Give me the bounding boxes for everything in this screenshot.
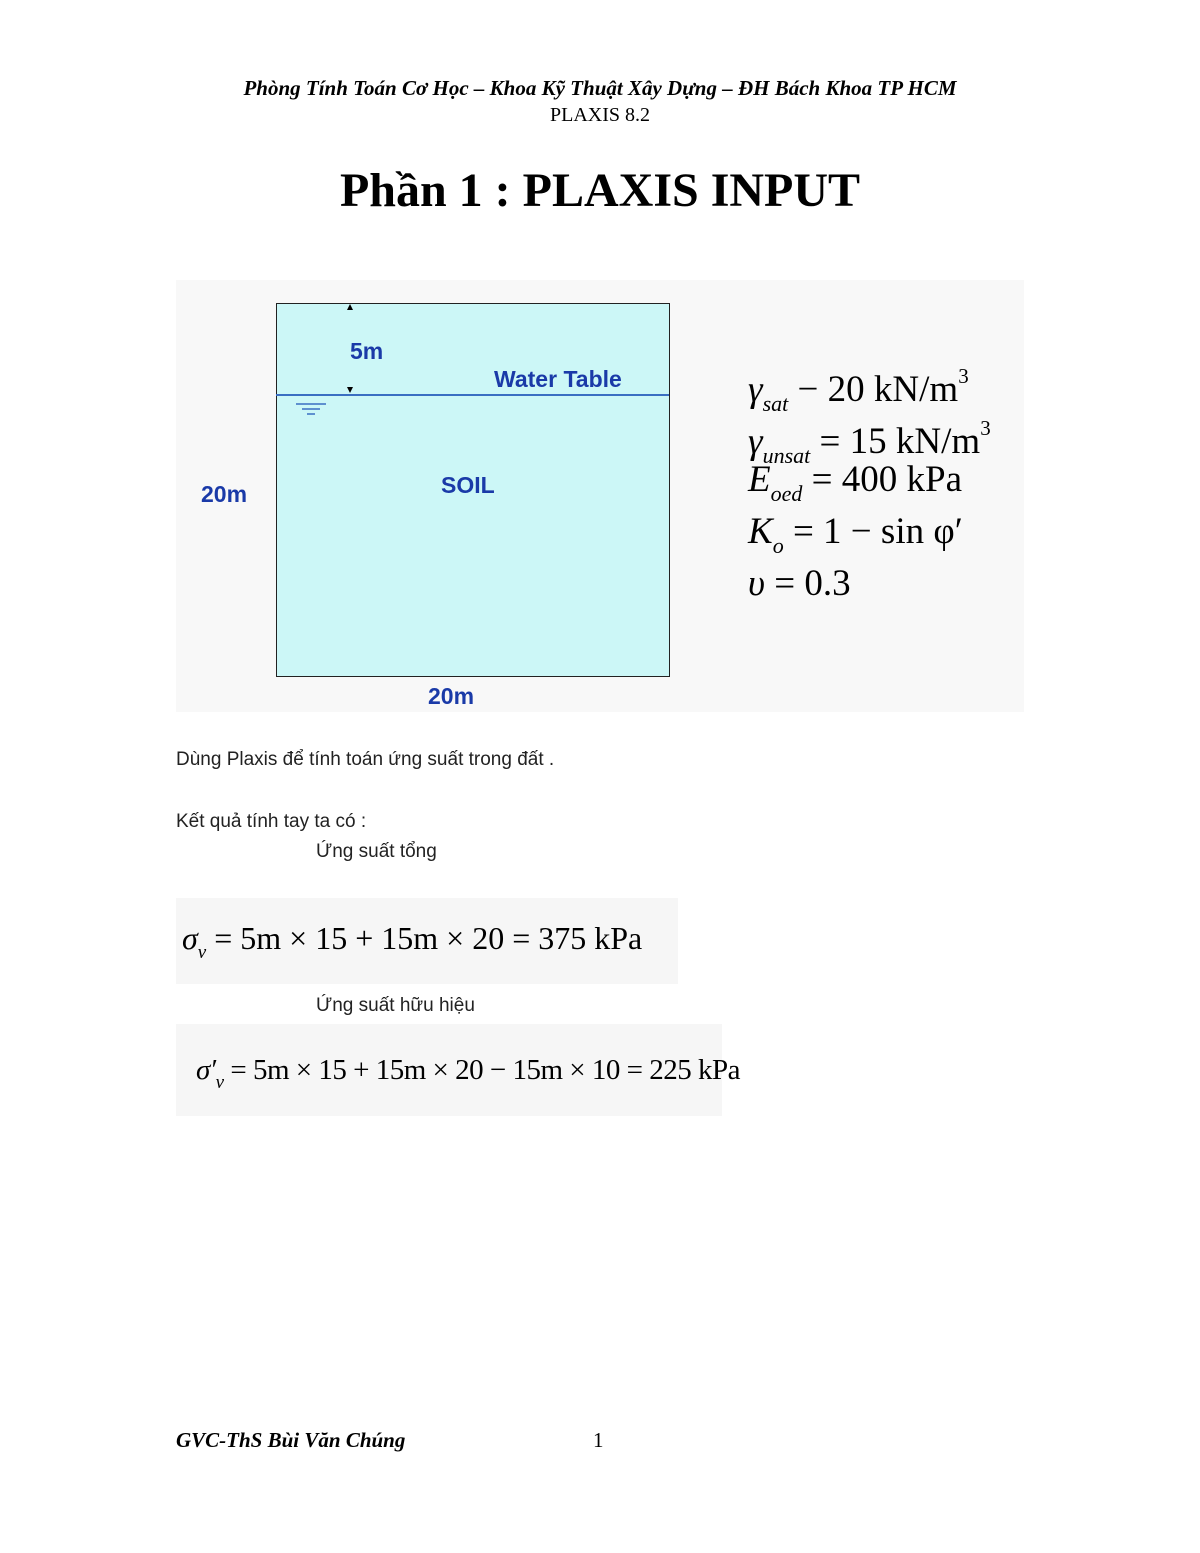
param-gamma-unsat: $\gamma_{unsat} = 15$ $kN/m^3$ xyxy=(748,416,991,468)
result-intro-text: Kết quả tính tay ta có : xyxy=(176,811,367,832)
total-stress-equation: $\sigma_v = 5m \times 15 + 15m \times 20 = 375$ kPa xyxy=(182,920,643,963)
soil-label: SOIL xyxy=(441,472,495,498)
param-k0: $K_o = 1 - \sin \varphi'$ xyxy=(748,511,963,558)
height-dimension-label: 20m xyxy=(201,481,248,507)
param-gamma-sat: $\gamma_{sat} - 20$ $kN/m^3$ xyxy=(748,364,969,416)
effective-stress-equation: $\sigma'_v = 5m \times 15 + 15m \times 20 - 15m \times 10 = 225$ kPa xyxy=(196,1054,740,1093)
water-table-label: Water Table xyxy=(494,366,622,392)
water-table-line xyxy=(276,394,669,396)
effective-stress-label: Ứng suất hữu hiệu xyxy=(316,995,475,1016)
depth-label: 5m xyxy=(350,338,384,364)
water-level-icon xyxy=(292,396,332,418)
document-header-subtitle: PLAXIS 8.2 xyxy=(549,104,650,126)
document-header-line: Phòng Tính Toán Cơ Học – Khoa Kỹ Thuật Xây Dựng – ĐH Bách Khoa TP HCM xyxy=(243,76,957,100)
page-title: Phần 1 : PLAXIS INPUT xyxy=(339,164,861,217)
soil-parameters xyxy=(748,350,991,610)
width-dimension-label: 20m xyxy=(428,683,475,709)
total-stress-label: Ứng suất tổng xyxy=(316,841,437,862)
intro-text: Dùng Plaxis để tính toán ứng suất trong đất . xyxy=(176,749,555,770)
param-e-oed: $E_{oed} = 400$ kPa xyxy=(748,459,962,506)
param-poisson: υ = 0.3 xyxy=(748,563,851,604)
footer-author: GVC-ThS Bùi Văn Chúng xyxy=(176,1428,406,1452)
page-number: 1 xyxy=(593,1428,604,1452)
